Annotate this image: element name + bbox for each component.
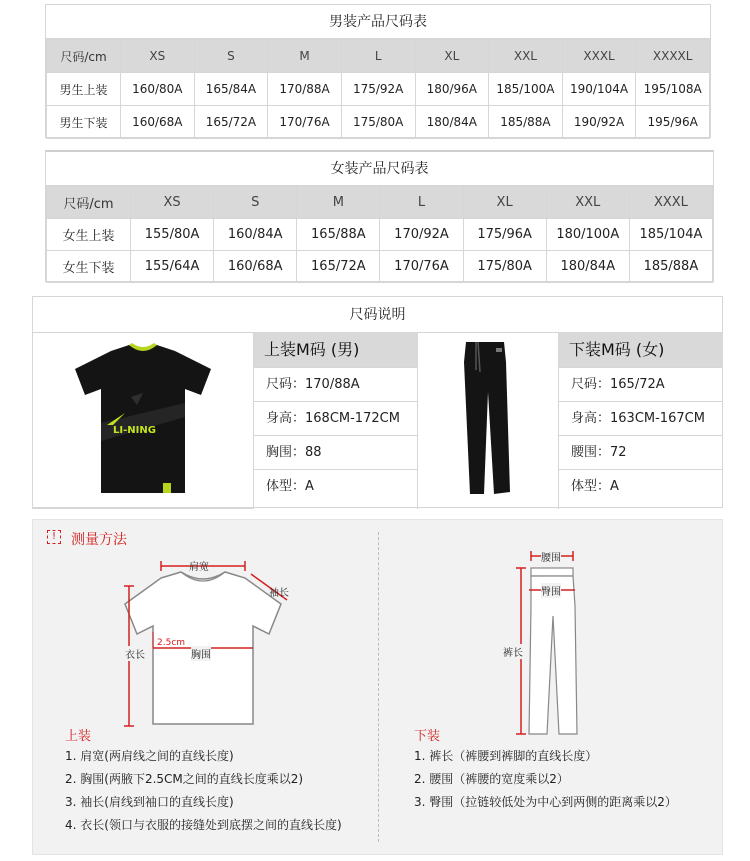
- waist-label: 腰围: [541, 549, 561, 564]
- header-cell: S: [194, 40, 268, 73]
- measurement-method-panel: [32, 519, 723, 855]
- row-label: 男生下装: [47, 106, 121, 139]
- header-cell: XXL: [546, 187, 629, 219]
- table-cell: 170/92A: [380, 219, 463, 251]
- header-cell: M: [268, 40, 342, 73]
- sleeve-label: 袖长: [269, 588, 289, 599]
- table-cell: 165/88A: [297, 219, 380, 251]
- list-item: 4. 衣长(领口与衣服的接缝处到底摆之间的直线长度): [65, 818, 342, 832]
- top-spec-line: 尺码：170/88A: [254, 368, 417, 402]
- women-size-table: [45, 150, 714, 282]
- table-cell: 185/88A: [489, 106, 563, 139]
- men-header-row: [47, 40, 710, 73]
- table-cell: 170/88A: [268, 73, 342, 106]
- divider: [378, 532, 379, 842]
- top-notes-title: 上装: [65, 729, 92, 744]
- list-item: 1. 裤长（裤腰到裤脚的直线长度）: [414, 749, 598, 763]
- header-cell: 尺码/cm: [47, 187, 131, 219]
- tshirt-photo: [33, 333, 253, 508]
- header-cell: XS: [121, 40, 195, 73]
- top-spec-line: 胸围：88: [254, 436, 417, 470]
- bottom-spec-line: 体型：A: [571, 479, 619, 494]
- table-cell: 160/80A: [121, 73, 195, 106]
- table-row: [47, 251, 713, 283]
- table-cell: 175/96A: [463, 219, 546, 251]
- top-spec-heading: 上装M码 (男): [254, 332, 417, 368]
- offset-label: 2.5cm: [157, 638, 186, 648]
- table-cell: 170/76A: [380, 251, 463, 283]
- top-spec-line: 体型：A: [266, 479, 314, 494]
- table-cell: 185/104A: [629, 219, 712, 251]
- size-description-panel: [32, 296, 723, 508]
- measurement-title: 测量方法: [71, 532, 127, 548]
- pants-photo: [418, 332, 558, 507]
- table-cell: 180/100A: [546, 219, 629, 251]
- men-table-title: 男装产品尺码表: [46, 5, 710, 39]
- bottom-notes: [414, 745, 677, 814]
- list-item: 2. 胸围(两腋下2.5CM之间的直线长度乘以2): [65, 772, 304, 786]
- top-notes: [65, 745, 342, 837]
- table-cell: 160/68A: [121, 106, 195, 139]
- header-cell: L: [341, 40, 415, 73]
- tshirt-logo-text: LI-NING: [113, 425, 156, 436]
- row-label: 女生下装: [47, 251, 131, 283]
- header-cell: XXXL: [562, 40, 636, 73]
- row-label: 女生上装: [47, 219, 131, 251]
- header-cell: 尺码/cm: [47, 40, 121, 73]
- table-row: [47, 106, 710, 139]
- bottom-spec-line: 腰围：72: [559, 436, 723, 470]
- bottom-spec: [558, 332, 723, 509]
- table-cell: 175/80A: [463, 251, 546, 283]
- table-cell: 160/84A: [214, 219, 297, 251]
- table-cell: 175/80A: [341, 106, 415, 139]
- size-description-title: 尺码说明: [33, 297, 722, 333]
- table-cell: 170/76A: [268, 106, 342, 139]
- alert-icon: !: [47, 530, 61, 544]
- top-spec-line: 身高：168CM-172CM: [254, 402, 417, 436]
- hip-label: 臀围: [541, 583, 561, 598]
- table-cell: 165/72A: [194, 106, 268, 139]
- tshirt-image-cell: [32, 332, 254, 509]
- bottom-spec-line: 身高：163CM-167CM: [559, 402, 723, 436]
- table-cell: 185/100A: [489, 73, 563, 106]
- header-cell: S: [214, 187, 297, 219]
- table-cell: 180/96A: [415, 73, 489, 106]
- table-cell: 155/64A: [131, 251, 214, 283]
- list-item: 2. 腰围（裤腰的宽度乘以2）: [414, 772, 569, 786]
- row-label: 男生上装: [47, 73, 121, 106]
- bottom-notes-title: 下装: [414, 729, 441, 744]
- chest-label: 胸围: [191, 646, 211, 661]
- list-item: 3. 袖长(肩线到袖口的直线长度): [65, 795, 234, 809]
- table-row: [47, 219, 713, 251]
- women-table-title: 女装产品尺码表: [46, 152, 713, 186]
- table-cell: 165/72A: [297, 251, 380, 283]
- list-item: 1. 肩宽(两肩线之间的直线长度): [65, 749, 234, 763]
- top-spec: [253, 332, 418, 509]
- header-cell: XL: [415, 40, 489, 73]
- bottom-spec-heading: 下装M码 (女): [559, 332, 723, 368]
- table-cell: 190/104A: [562, 73, 636, 106]
- table-row: [47, 73, 710, 106]
- shoulder-label: 肩宽: [189, 562, 209, 573]
- table-cell: 180/84A: [546, 251, 629, 283]
- header-cell: XS: [131, 187, 214, 219]
- table-cell: 195/96A: [636, 106, 710, 139]
- header-cell: XL: [463, 187, 546, 219]
- header-cell: XXXL: [629, 187, 712, 219]
- header-cell: XXL: [489, 40, 563, 73]
- table-cell: 175/92A: [341, 73, 415, 106]
- header-cell: XXXXL: [636, 40, 710, 73]
- table-cell: 165/84A: [194, 73, 268, 106]
- table-cell: 155/80A: [131, 219, 214, 251]
- pants-length-label: 裤长: [503, 644, 523, 659]
- table-cell: 160/68A: [214, 251, 297, 283]
- table-cell: 180/84A: [415, 106, 489, 139]
- list-item: 3. 臀围（拉链较低处为中心到两侧的距离乘以2）: [414, 795, 677, 809]
- table-cell: 185/88A: [629, 251, 712, 283]
- pants-image-cell: [418, 332, 558, 509]
- men-size-table: [45, 4, 711, 138]
- length-label: 衣长: [125, 646, 145, 661]
- header-cell: M: [297, 187, 380, 219]
- table-cell: 195/108A: [636, 73, 710, 106]
- women-header-row: [47, 187, 713, 219]
- bottom-spec-line: 尺码：165/72A: [559, 368, 723, 402]
- header-cell: L: [380, 187, 463, 219]
- table-cell: 190/92A: [562, 106, 636, 139]
